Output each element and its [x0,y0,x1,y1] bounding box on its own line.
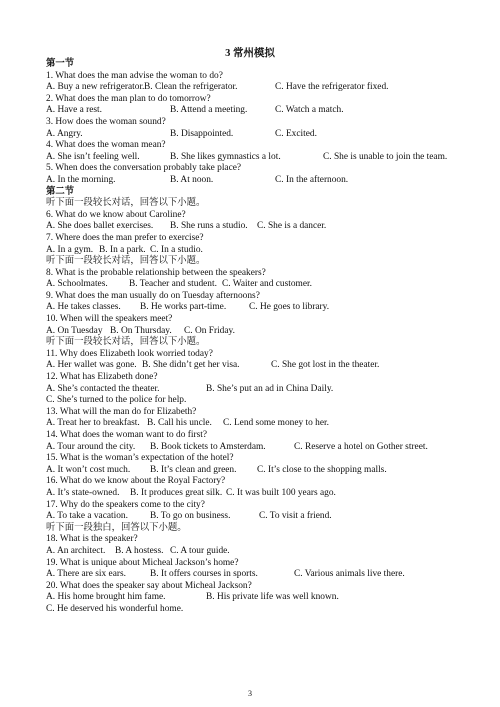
answer-option: B. In a park. [99,244,146,255]
answer-option: B. His private life was well known. [206,592,339,603]
answer-options [46,569,466,581]
section-heading: 第一节 [46,59,75,69]
answer-options [46,488,466,500]
answer-option: A. Tour around the city. [46,441,136,452]
instruction-line: 听下面一段较长对话，回答以下小题。 [46,256,206,267]
answer-option: B. She’s put an ad in China Daily. [206,383,334,394]
page-number: 3 [248,689,252,698]
answer-option: C. A tour guide. [170,545,230,556]
answer-option: A. An architect. [46,545,106,556]
answer-option: C. Lend some money to her. [223,418,329,429]
question-line: 16. What do we know about the Royal Factory? [46,476,226,487]
answer-option: B. It produces great silk. [130,487,223,498]
question-line: 1. What does the man advise the woman to do? [46,70,223,81]
answer-option: A. She’s contacted the theater. [46,383,160,394]
question-line: 15. What is the woman’s expectation of the hotel? [46,453,234,464]
answer-option: A. It’s state-owned. [46,487,120,498]
question-line: 13. What will the man do for Elizabeth? [46,406,197,417]
answer-option: C. It was built 100 years ago. [226,487,336,498]
answer-option: C. On Friday. [184,325,235,336]
answer-option: B. Book tickets to Amsterdam. [150,441,266,452]
answer-option: A. Angry. [46,128,83,139]
answer-options [46,279,466,291]
answer-option: B. Call his uncle. [147,418,212,429]
answer-options [46,175,466,187]
answer-option: A. His home brought him fame. [46,592,166,603]
answer-options [46,546,466,558]
answer-option: B. A hostess. [115,545,164,556]
answer-option: B. To go on business. [150,511,231,522]
section-heading: 第二节 [46,186,75,197]
question-line: 17. Why do the speakers come to the city? [46,499,205,510]
answer-options [46,418,466,430]
answer-option: B. He works part-time. [140,302,227,313]
answer-option: B. Disappointed. [170,128,234,139]
answer-option: A. In the morning. [46,174,116,185]
answer-option: C. Waiter and customer. [222,279,312,290]
answer-options [46,442,466,454]
answer-options [46,384,466,396]
answer-option: A. He takes classes. [46,302,121,313]
question-line: 4. What does the woman mean? [46,140,166,151]
question-line: 10. When will the speakers meet? [46,314,173,325]
answer-option: C. She is a dancer. [257,221,327,232]
question-line: 3. How does the woman sound? [46,116,166,127]
answer-option: C. Watch a match. [275,105,344,116]
answer-option: B. It offers courses in sports. [150,569,258,580]
question-line: 9. What does the man usually do on Tuesday afternoons? [46,290,260,301]
question-line: 14. What does the woman want to do first? [46,430,207,440]
answer-option: A. She isn’t feeling well. [46,151,140,162]
answer-options [46,129,466,141]
answer-option: C. In a studio. [150,244,203,255]
instruction-line: 听下面一段独白，回答以下小题。 [46,522,187,533]
question-line: 8. What is the probable relationship between the speakers? [46,267,266,278]
answer-option: C. He deserved his wonderful home. [46,603,184,614]
question-line: 7. Where does the man prefer to exercise? [46,232,204,243]
answer-option: B. It’s clean and green. [150,464,237,475]
question-line: 12. What has Elizabeth done? [46,372,158,383]
question-line: 5. When does the conversation probably take place? [46,163,242,174]
answer-option: A. To take a vacation. [46,511,128,522]
answer-option: C. Reserve a hotel on Gother street. [294,441,428,452]
answer-option: A. On Tuesday [46,325,103,336]
answer-option: B. At noon. [170,174,214,185]
answer-option: A. Buy a new refrigerator. [46,82,145,93]
answer-option: B. She likes gymnastics a lot. [170,151,281,162]
answer-option: A. In a gym. [46,244,94,255]
answer-options [46,302,466,314]
answer-option: C. He goes to library. [249,302,330,313]
answer-options [46,82,466,94]
question-line: 6. What do we know about Caroline? [46,209,186,220]
question-line: 2. What does the man plan to do tomorrow? [46,93,211,104]
answer-options [46,465,466,477]
instruction-line: 听下面一段较长对话，回答以下小题。 [46,198,206,209]
answer-option: A. Schoolmates. [46,279,108,290]
answer-options [46,245,466,257]
answer-option: A. Her wallet was gone. [46,360,137,371]
answer-options [46,152,466,164]
answer-option: A. There are six ears. [46,569,126,580]
answer-option: C. It’s close to the shopping malls. [257,464,387,475]
answer-option: B. Attend a meeting. [170,105,248,116]
answer-options [46,105,466,117]
answer-options [46,604,466,616]
answer-options [46,326,466,338]
answer-option: B. She runs a studio. [170,221,248,232]
answer-option: C. She’s turned to the police for help. [46,395,187,406]
answer-option: A. It won’t cost much. [46,464,131,475]
instruction-line: 听下面一段较长对话，回答以下小题。 [46,337,206,348]
answer-option: B. Clean the refrigerator. [144,82,238,93]
question-line: 11. Why does Elizabeth look worried today? [46,348,213,359]
question-line: 18. What is the speaker? [46,534,138,545]
answer-options [46,221,466,233]
answer-option: C. To visit a friend. [259,511,332,522]
answer-option: C. Have the refrigerator fixed. [275,82,389,93]
answer-option: B. She didn’t get her visa. [142,360,240,371]
exam-body [46,59,466,616]
answer-options [46,592,466,604]
answer-option: A. Have a rest. [46,105,102,116]
answer-option: C. She got lost in the theater. [271,360,380,371]
answer-option: A. Treat her to breakfast. [46,418,140,429]
answer-options [46,395,466,407]
answer-option: C. She is unable to join the team. [323,151,448,162]
answer-option: B. Teacher and student. [129,279,217,290]
answer-option: A. She does ballet exercises. [46,221,154,232]
answer-option: C. Various animals live there. [294,569,405,580]
answer-options [46,360,466,372]
answer-option: C. In the afternoon. [275,174,349,185]
question-line: 19. What is unique about Micheal Jackson’s home? [46,557,239,568]
answer-option: B. On Thursday. [110,325,172,336]
answer-options [46,511,466,523]
answer-option: C. Excited. [275,128,317,139]
page-title: 3 常州模拟 [225,48,275,59]
question-line: 20. What does the speaker say about Micheal Jackson? [46,580,252,591]
